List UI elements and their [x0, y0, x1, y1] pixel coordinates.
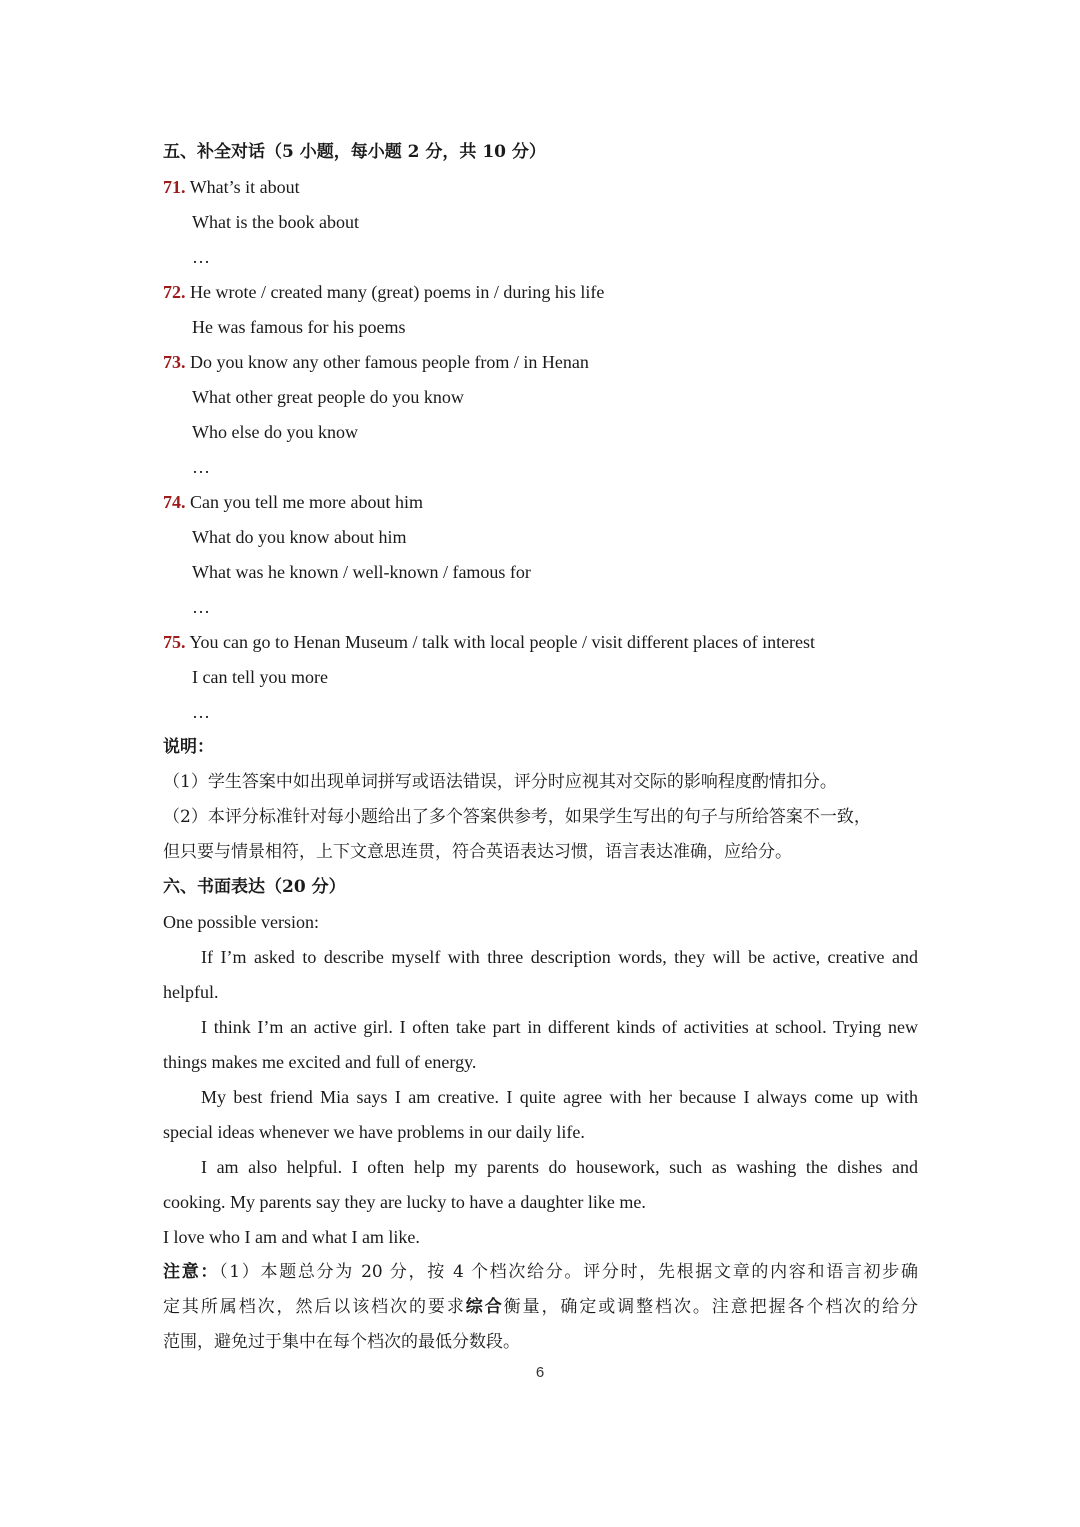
note-text: 衡量，确定或调整档次。注意把握各个档次的给分 — [503, 1297, 919, 1317]
note-label: 注意： — [163, 1262, 220, 1282]
essay-paragraph-line: If I’m asked to describe myself with three description words, they will be active, creative and — [201, 947, 918, 967]
answer-alt-line: I can tell you more — [192, 667, 328, 687]
essay-paragraph-line: things makes me excited and full of energy. — [163, 1052, 477, 1072]
note-line: （2）本评分标准针对每小题给出了多个答案供参考，如果学生写出的句子与所给答案不一致， — [163, 807, 871, 827]
item-number: 74. — [163, 492, 186, 512]
answer-line: You can go to Henan Museum / talk with local people / visit different places of interest — [189, 632, 816, 652]
answer-key-page — [163, 135, 918, 1360]
note-text: 定其所属档次，然后以该档次的要求 — [163, 1297, 466, 1317]
scoring-note-line: 范围，避免过于集中在每个档次的最低分数段。 — [163, 1332, 520, 1352]
answer-line: What’s it about — [189, 177, 300, 197]
essay-paragraph-line: helpful. — [163, 982, 219, 1002]
section-6-title: 六、书面表达（20 分） — [163, 877, 346, 897]
note-line: 但只要与情景相符，上下文意思连贯，符合英语表达习惯，语言表达准确，应给分。 — [163, 842, 792, 862]
item-number: 72. — [163, 282, 186, 302]
essay-paragraph-line: My best friend Mia says I am creative. I quite agree with her because I always come up with — [201, 1087, 918, 1107]
answer-alt-line: He was famous for his poems — [192, 317, 406, 337]
essay-closing: I love who I am and what I am like. — [163, 1227, 420, 1247]
ellipsis: … — [192, 597, 210, 617]
page-number: 6 — [535, 1364, 545, 1381]
answer-line: He wrote / created many (great) poems in / during his life — [190, 282, 605, 302]
answer-item-73 — [163, 345, 918, 380]
answer-item-71 — [163, 170, 918, 205]
answer-item-72 — [163, 275, 918, 310]
essay-paragraph-line: I am also helpful. I often help my parents do housework, such as washing the dishes and — [201, 1157, 918, 1177]
answer-alt-line: What is the book about — [192, 212, 359, 232]
essay-paragraph-line: I think I’m an active girl. I often take part in different kinds of activities at school. Trying new — [201, 1017, 918, 1037]
ellipsis: … — [192, 247, 210, 267]
item-number: 73. — [163, 352, 186, 372]
version-label: One possible version: — [163, 912, 319, 932]
answer-item-75 — [163, 625, 918, 660]
ellipsis: … — [192, 702, 210, 722]
note-text: （1）本题总分为 20 分，按 4 个档次给分。评分时，先根据文章的内容和语言初步确 — [219, 1262, 918, 1282]
answer-alt-line: What was he known / well-known / famous for — [192, 562, 531, 582]
essay-paragraph-line: special ideas whenever we have problems in our daily life. — [163, 1122, 585, 1142]
answer-alt-line: What do you know about him — [192, 527, 407, 547]
answer-alt-line: Who else do you know — [192, 422, 358, 442]
answer-line: Do you know any other famous people from / in Henan — [190, 352, 589, 372]
section-5-title: 五、补全对话（5 小题，每小题 2 分，共 10 分） — [163, 142, 546, 162]
answer-line: Can you tell me more about him — [190, 492, 423, 512]
scoring-note-line — [163, 1255, 918, 1290]
scoring-note-line — [163, 1290, 918, 1325]
answer-alt-line: What other great people do you know — [192, 387, 464, 407]
notes-label: 说明： — [163, 737, 214, 757]
essay-paragraph-line: cooking. My parents say they are lucky to have a daughter like me. — [163, 1192, 646, 1212]
ellipsis: … — [192, 457, 210, 477]
note-line: （1）学生答案中如出现单词拼写或语法错误，评分时应视其对交际的影响程度酌情扣分。 — [163, 772, 837, 792]
item-number: 71. — [163, 177, 186, 197]
item-number: 75. — [163, 632, 186, 652]
answer-item-74 — [163, 485, 918, 520]
note-emphasis: 综合 — [465, 1297, 504, 1317]
